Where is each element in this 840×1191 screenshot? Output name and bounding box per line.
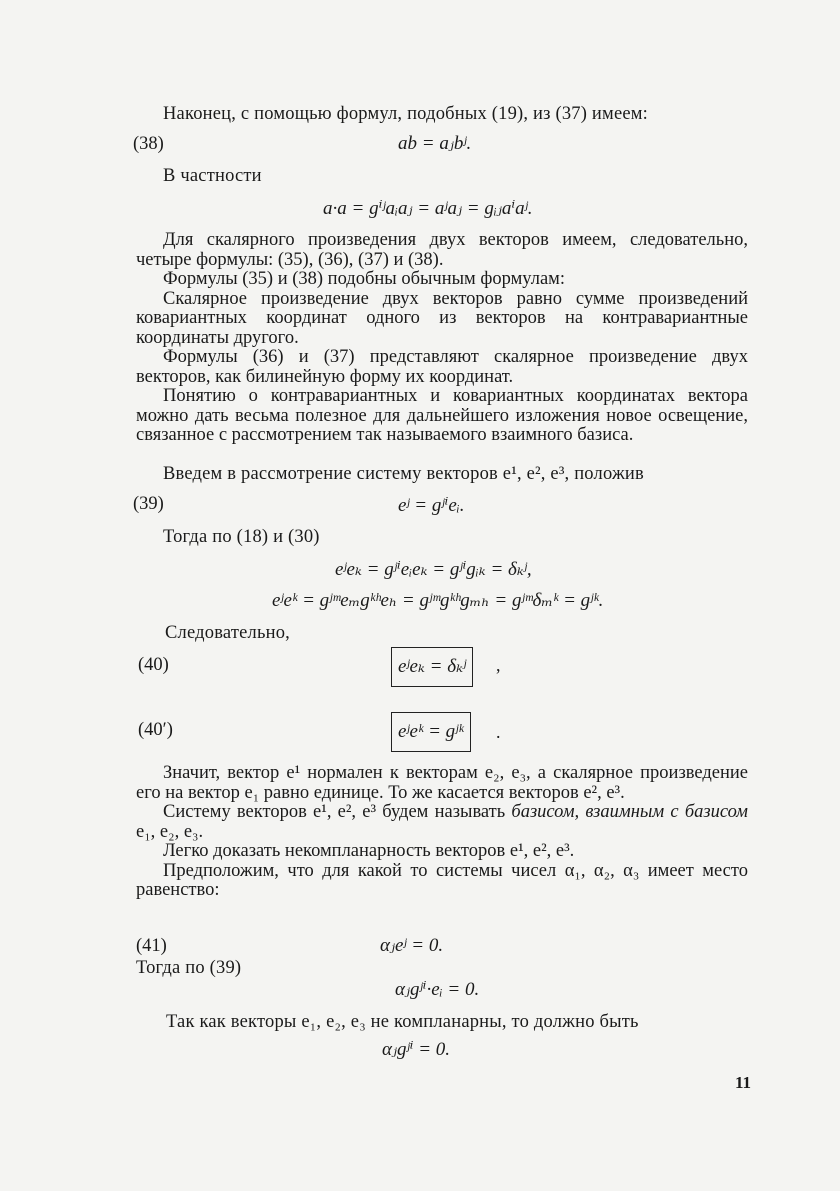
paragraph-reciprocal-definition: Систему векторов e¹, e², e³ будем называть базисом, взаимным с базисом e₁, e₂, e₃.	[136, 802, 748, 842]
formula-41-expanded: αⱼgʲⁱ·eᵢ = 0.	[395, 979, 480, 1000]
line-introduce-vectors: Введем в рассмотрение систему векторов e¹, e², e³, положив	[163, 464, 644, 484]
paragraph-scalar-product-rule: Скалярное произведение двух векторов равно сумме произведений ковариантных координат одного из векторов на контравариантные координаты другого.	[136, 288, 748, 348]
paragraph-suppose: Предположим, что для какой то системы чисел α₁, α₂, α₃ имеет место равенство:	[136, 860, 748, 900]
boxed-formula-40-prime	[391, 712, 471, 752]
line-intro: Наконец, с помощью формул, подобных (19), из (37) имеем:	[163, 104, 649, 124]
boxed-formula-40	[391, 647, 473, 687]
formula-40-prime: eʲeᵏ = gʲᵏ	[398, 721, 464, 742]
eq-number-40-prime: (40′)	[138, 720, 173, 740]
emphasis-reciprocal-basis: базисом, взаимным с базисом	[511, 802, 748, 822]
eq-number-41: (41)	[136, 936, 167, 956]
eq-number-40: (40)	[138, 655, 169, 675]
eq-number-38: (38)	[133, 134, 164, 154]
line-then-by: Тогда по (18) и (30)	[163, 527, 320, 547]
line-then-by-39: Тогда по (39)	[136, 958, 242, 978]
period-mark: .	[496, 722, 501, 742]
line-in-particular: В частности	[163, 166, 262, 186]
line-not-coplanar: Так как векторы e₁, e₂, e₃ не компланарны, то должно быть	[166, 1012, 639, 1032]
paragraph-noncoplanarity: Легко доказать некомпланарность векторов e¹, e², e³.	[163, 841, 575, 861]
paragraph-bilinear-form: Формулы (36) и (37) представляют скалярное произведение двух векторов, как билинейную форму их координат.	[136, 347, 748, 387]
formula-derivation-a: eʲeₖ = gʲⁱeᵢeₖ = gʲⁱgᵢₖ = δₖʲ,	[335, 559, 532, 580]
formula-41: αⱼeʲ = 0.	[380, 935, 444, 956]
formula-dot-product: a·a = gⁱʲaᵢaⱼ = aʲaⱼ = gᵢⱼaⁱaʲ.	[323, 198, 533, 219]
paragraph-block-1	[136, 231, 748, 446]
paragraph-four-formulas: Для скалярного произведения двух векторов имеем, следовательно, четыре формулы: (35), (36), (37) и (38).	[136, 230, 748, 270]
comma-mark: ,	[496, 655, 501, 675]
formula-40: eʲeₖ = δₖʲ	[398, 656, 467, 677]
line-consequently: Следовательно,	[165, 623, 290, 643]
page-number: 11	[735, 1073, 752, 1092]
formula-38: ab = aⱼbʲ.	[398, 133, 472, 154]
paragraph-similar-formulas: Формулы (35) и (38) подобны обычным формулам:	[163, 269, 566, 289]
paragraph-normal-vectors: Значит, вектор e¹ нормален к векторам e₂, e₃, а скалярное произведение его на вектор e₁ равно единице. То же касается векторов e², e³.	[136, 763, 748, 803]
formula-derivation-b: eʲeᵏ = gʲᵐeₘgᵏʰeₕ = gʲᵐgᵏʰgₘₕ = gʲᵐδₘᵏ = gʲᵏ.	[272, 590, 604, 611]
paragraph-reciprocal-basis: Понятию о контравариантных и ковариантных координатах вектора можно дать весьма полезное для дальнейшего изложения новое освещение, связанное с рассмотрением так называемого взаимного базиса.	[136, 386, 748, 445]
eq-number-39: (39)	[133, 494, 164, 514]
formula-final: αⱼgʲⁱ = 0.	[382, 1039, 451, 1060]
paragraph-block-2	[136, 764, 748, 901]
formula-39: eʲ = gʲⁱeᵢ.	[398, 495, 465, 516]
